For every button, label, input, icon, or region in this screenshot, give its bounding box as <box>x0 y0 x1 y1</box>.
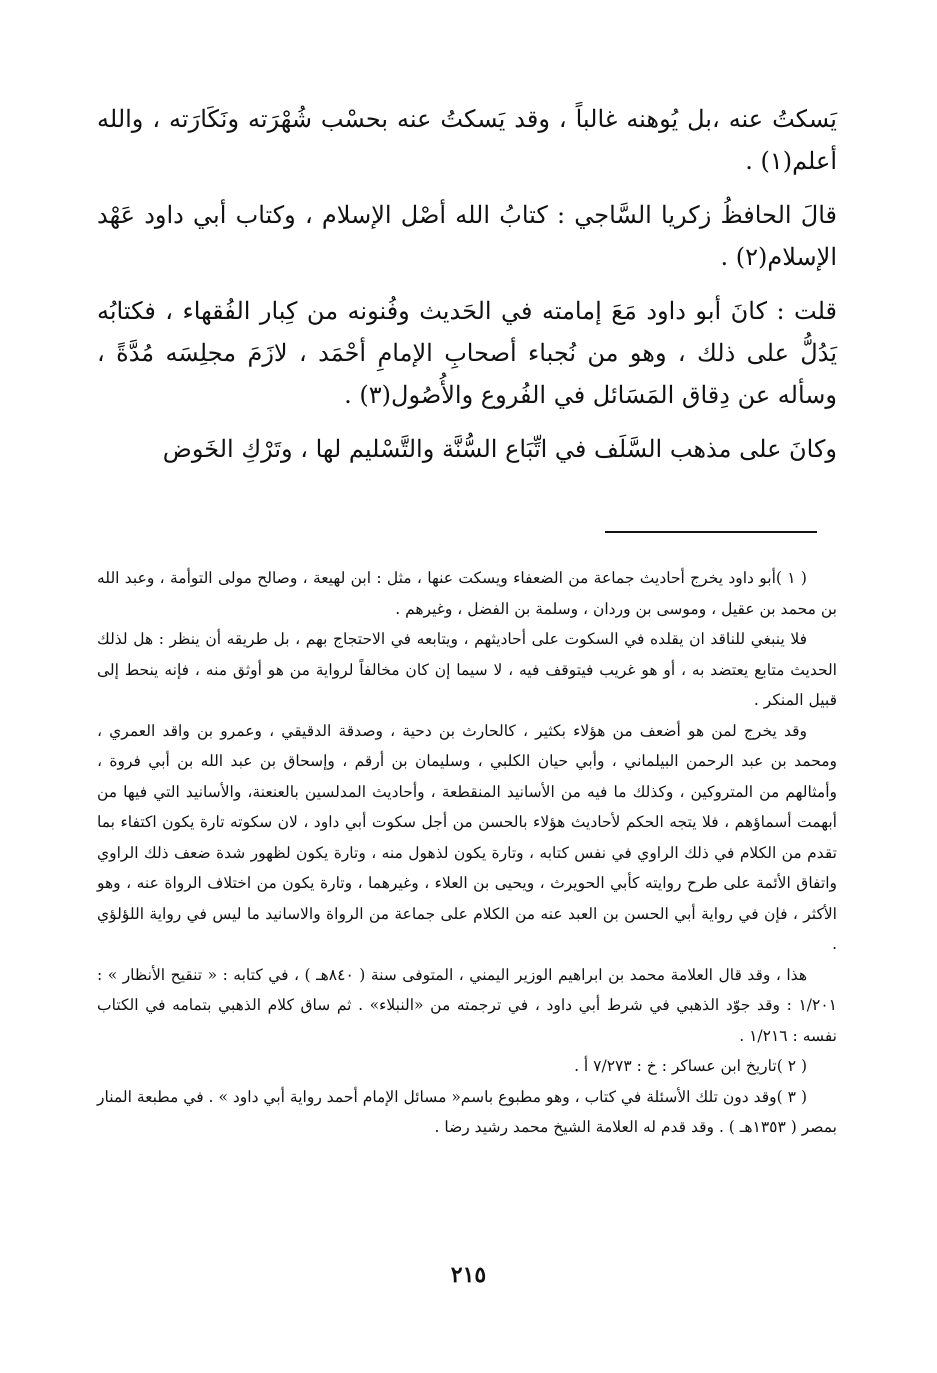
footnote-1-continued-a: فلا ينبغي للناقد ان يقلده في السكوت على أحاديثهم ، ويتابعه في الاحتجاج بهم ، بل طريقه أن ينظر : هل لذلك الحديث متابع يعتضد به ، أو هو غريب فيتوقف فيه ، لا سيما إن كان مخالفاً لرواية من هو أوثق منه ، فإنه ينحط إلى قبيل المنكر . <box>97 630 837 709</box>
main-paragraph-1: يَسكتُ عنه ،بل يُوهنه غالباً ، وقد يَسكتُ عنه بحسْب شُهْرَته ونَكَارَته ، والله أعلم(١) . <box>97 105 837 175</box>
footnote-1: ( ١ )أبو داود يخرج أحاديث جماعة من الضعفاء ويسكت عنها ، مثل : ابن لهيعة ، وصالح مولى التوأمة ، وعبد الله بن محمد بن عقيل ، وموسى بن وردان ، وسلمة بن الفضل ، وغيرهم . <box>97 569 837 618</box>
main-text <box>97 98 837 482</box>
footnote-2: ( ٢ )تاريخ ابن عساكر : خ : ٧/٢٧٣ أ . <box>574 1057 807 1075</box>
footnote-separator <box>605 531 817 533</box>
footnote-1-continued-b: وقد يخرج لمن هو أضعف من هؤلاء بكثير ، كالحارث بن دحية ، وصدقة الدقيقي ، وعمرو بن واقد العمري ، ومحمد بن عبد الرحمن البيلماني ، وأبي حيان الكلبي ، وسليمان بن أرقم ، وإسحاق بن عبد الله بن أبي فروة ، وأمثالهم من المتروكين ، وكذلك ما فيه من الأسانيد المنقطعة ، وأحاديث المدلسين بالعنعنة، والأسانيد التي فيها من أبهمت أسماؤهم ، فلا يتجه الحكم لأحاديث هؤلاء بالحسن من أجل سكوت أبي داود ، لان سكوته تارة يكون اكتفاء بما تقدم من الكلام في ذلك الراوي في نفس كتابه ، وتارة يكون لذهول منه ، وتارة يكون لظهور شدة ضعف ذلك الراوي واتفاق الأئمة على طرح روايته كأبي الحويرث ، ويحيى بن العلاء ، وغيرهما ، وتارة يكون من اختلاف الرواة عنه ، وهو الأكثر ، فإن في رواية أبي الحسن بن العبد عنه من الكلام على جماعة من الرواة والاسانيد ما ليس في رواية اللؤلؤي . <box>97 721 837 953</box>
main-paragraph-3: قلت : كانَ أبو داود مَعَ إمامته في الحَديث وفُنونه من كِبار الفُقهاء ، فكتابُه يَدُلُّ على ذلك ، وهو من نُجباء أصحابِ الإمامِ أحْمَد ، لازَمَ مجلِسَه مُدَّةً ، وسأله عن دِقاق المَسَائل في الفُروع والأُصُول(٣) . <box>97 297 837 409</box>
footnotes <box>97 563 837 1143</box>
main-paragraph-4: وكانَ على مذهب السَّلَف في اتِّبَاع السُّنَّة والتَّسْليم لها ، وتَرْكِ الخَوض <box>162 435 837 463</box>
footnote-1-continued-c: هذا ، وقد قال العلامة محمد بن ابراهيم الوزير اليمني ، المتوفى سنة ( ٨٤٠هـ ) ، في كتابه : « تنقيح الأنظار » : ١/٢٠١ : وقد جوّد الذهبي في شرط أبي داود ، في ترجمته من «النبلاء» . ثم ساق كلام الذهبي بتمامه في الكتاب نفسه : ١/٢١٦ . <box>97 965 837 1045</box>
footnote-3: ( ٣ )وقد دون تلك الأسئلة في كتاب ، وهو مطبوع باسم« مسائل الإمام أحمد رواية أبي داود » . في مطبعة المنار بمصر ( ١٣٥٣هـ ) . وقد قدم له العلامة الشيخ محمد رشيد رضا . <box>97 1087 837 1136</box>
page-number: ٢١٥ <box>450 1262 487 1288</box>
main-paragraph-2: قالَ الحافظُ زكريا السَّاجي : كتابُ الله أصْل الإسلام ، وكتاب أبي داود عَهْد الإسلام(٢) . <box>97 201 837 271</box>
